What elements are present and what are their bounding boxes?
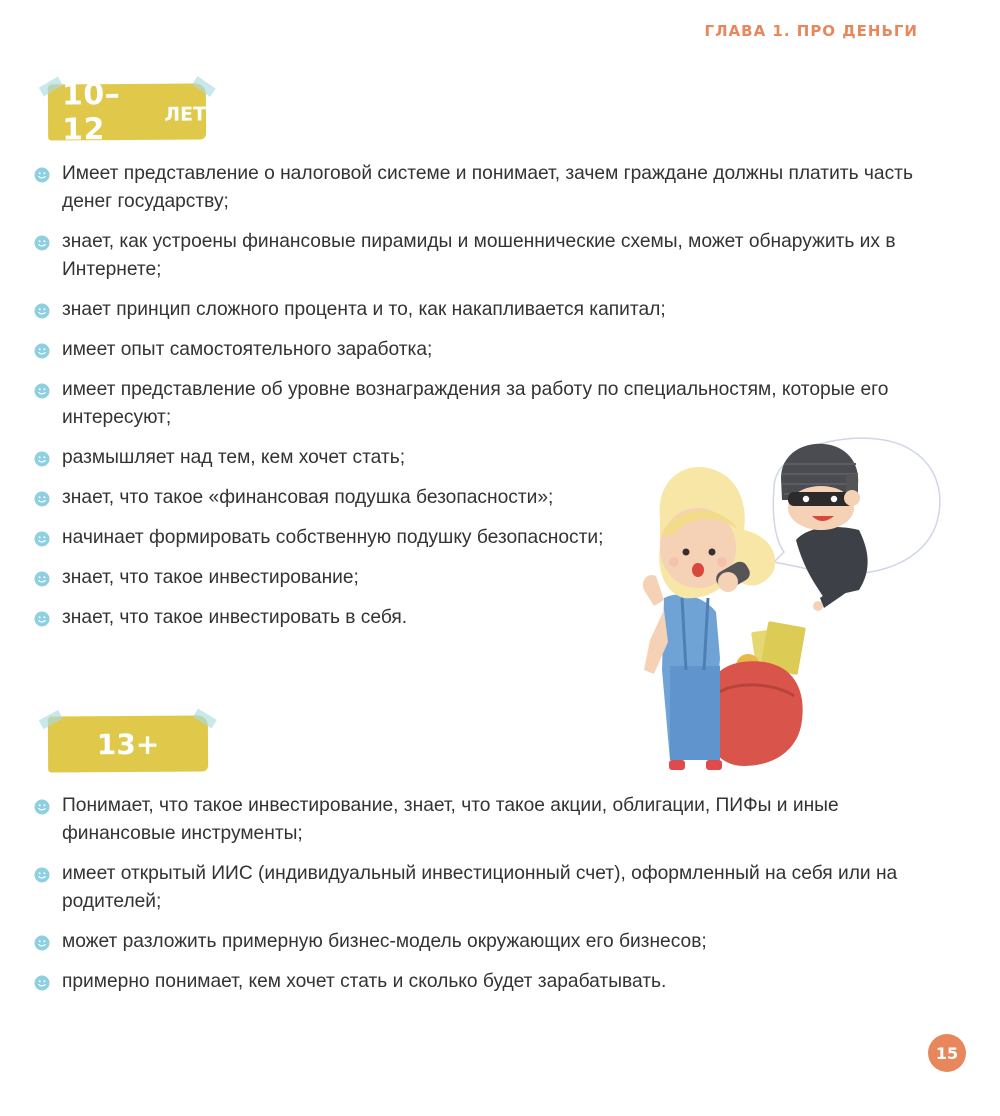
list-item xyxy=(34,792,918,848)
list-item-text: начинает формировать собственную подушку безопасности; xyxy=(62,527,604,548)
list-item xyxy=(34,860,918,916)
smiley-bullet-icon xyxy=(34,799,50,815)
list-item-text: знает принцип сложного процента и то, как накапливается капитал; xyxy=(62,299,666,320)
tape-decoration xyxy=(193,708,217,728)
list-item-text: знает, что такое инвестирование; xyxy=(62,567,359,588)
list-item xyxy=(34,604,662,632)
phone-scam-illustration xyxy=(624,430,954,780)
smiley-bullet-icon xyxy=(34,491,50,507)
list-item-text: может разложить примерную бизнес-модель окружающих его бизнесов; xyxy=(62,931,707,952)
list-item-text: Имеет представление о налоговой системе и понимает, зачем граждане должны платить часть денег государству; xyxy=(62,163,913,212)
list-item-text: примерно понимает, кем хочет стать и сколько будет зарабатывать. xyxy=(62,971,667,992)
list-item-text: имеет опыт самостоятельного заработка; xyxy=(62,339,433,360)
age-badge-13-plus xyxy=(48,715,208,772)
smiley-bullet-icon xyxy=(34,343,50,359)
list-item-text: имеет представление об уровне вознаграждения за работу по специальностям, которые его интересуют; xyxy=(62,379,889,428)
smiley-bullet-icon xyxy=(34,531,50,547)
chapter-header: ГЛАВА 1. ПРО ДЕНЬГИ xyxy=(704,22,918,40)
tape-decoration xyxy=(192,76,216,97)
age-badge-10-12 xyxy=(48,77,207,148)
list-item-text: размышляет над тем, кем хочет стать; xyxy=(62,447,406,468)
smiley-bullet-icon xyxy=(34,611,50,627)
tape-decoration xyxy=(39,710,63,729)
wallet-money-icon xyxy=(706,621,806,766)
list-item-text: знает, что такое инвестировать в себя. xyxy=(62,607,408,628)
list-item xyxy=(34,160,918,216)
smiley-bullet-icon xyxy=(34,571,50,587)
smiley-bullet-icon xyxy=(34,975,50,991)
list-item-text: имеет открытый ИИС (индивидуальный инвестиционный счет), оформленный на себя или на родителей; xyxy=(62,863,898,912)
list-item xyxy=(34,968,918,996)
list-item xyxy=(34,524,662,552)
age-badge-number: 13+ xyxy=(96,727,160,761)
smiley-bullet-icon xyxy=(34,867,50,883)
list-item xyxy=(34,336,918,364)
age-badge-unit: ЛЕТ xyxy=(164,102,207,126)
smiley-bullet-icon xyxy=(34,935,50,951)
list-item xyxy=(34,296,918,324)
list-item-text: знает, как устроены финансовые пирамиды и мошеннические схемы, может обнаружить их в Интернете; xyxy=(62,231,896,280)
smiley-bullet-icon xyxy=(34,383,50,399)
age-badge-number: 10–12 xyxy=(61,77,121,148)
list-item-text: Понимает, что такое инвестирование, знает, что такое акции, облигации, ПИФы и иные финансовые инструменты; xyxy=(62,795,839,844)
list-item xyxy=(34,228,918,284)
list-item-text: знает, что такое «финансовая подушка безопасности»; xyxy=(62,487,554,508)
smiley-bullet-icon xyxy=(34,451,50,467)
list-item xyxy=(34,484,662,512)
list-item xyxy=(34,928,918,956)
page-number: 15 xyxy=(928,1034,966,1072)
smiley-bullet-icon xyxy=(34,235,50,251)
tape-decoration xyxy=(39,77,63,97)
smiley-bullet-icon xyxy=(34,303,50,319)
skills-list-13-plus xyxy=(34,792,918,1008)
list-item xyxy=(34,376,918,432)
list-item xyxy=(34,564,662,592)
list-item xyxy=(34,444,662,472)
smiley-bullet-icon xyxy=(34,167,50,183)
